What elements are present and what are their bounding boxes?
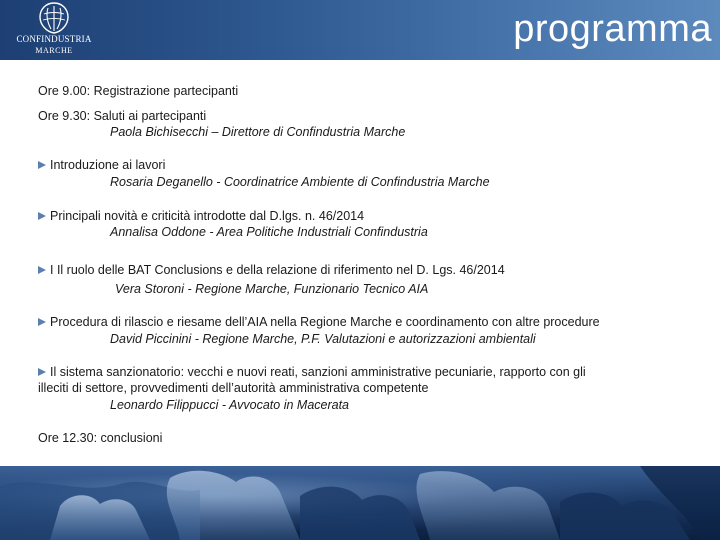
speaker-sanzionatorio: Leonardo Filippucci - Avvocato in Macerata — [110, 398, 350, 412]
speaker-bat-conclusions: Vera Storoni - Regione Marche, Funzionario Tecnico AIA — [115, 282, 429, 296]
talk-procedura-aia — [38, 315, 600, 330]
program-item-conclusions: Ore 12.30: conclusioni — [38, 431, 163, 445]
logo-line1: CONFINDUSTRIA — [16, 34, 92, 44]
logo-text — [14, 34, 94, 56]
program-item-registration: Ore 9.00: Registrazione partecipanti — [38, 84, 239, 98]
talk-sanzionatorio — [38, 365, 586, 380]
talk-title: Introduzione ai lavori — [50, 158, 166, 172]
talk-title-line2: illeciti di settore, provvedimenti dell’autorità amministrativa competente — [38, 381, 429, 395]
speaker-procedura-aia: David Piccinini - Regione Marche, P.F. Valutazioni e autorizzazioni ambientali — [110, 332, 536, 346]
footer-puzzle-image — [0, 466, 720, 540]
talk-novita — [38, 209, 364, 224]
confindustria-logo — [14, 2, 94, 58]
talk-title: Procedura di rilascio e riesame dell’AIA nella Regione Marche e coordinamento con altre procedure — [50, 315, 600, 329]
speaker-greetings: Paola Bichisecchi – Direttore di Confindustria Marche — [110, 125, 406, 139]
triangle-bullet-icon — [38, 368, 46, 376]
talk-title: Principali novità e criticità introdotte dal D.lgs. n. 46/2014 — [50, 209, 365, 223]
speaker-introduction: Rosaria Deganello - Coordinatrice Ambiente di Confindustria Marche — [110, 175, 490, 189]
logo-line2: MARCHE — [35, 46, 73, 55]
triangle-bullet-icon — [38, 266, 46, 274]
talk-introduction — [38, 158, 165, 173]
page-title: programma — [513, 8, 712, 50]
talk-title: I Il ruolo delle BAT Conclusions e della relazione di riferimento nel D. Lgs. 46/2014 — [50, 263, 505, 277]
triangle-bullet-icon — [38, 161, 46, 169]
speaker-novita: Annalisa Oddone - Area Politiche Industriali Confindustria — [110, 225, 428, 239]
triangle-bullet-icon — [38, 318, 46, 326]
triangle-bullet-icon — [38, 212, 46, 220]
talk-bat-conclusions — [38, 263, 505, 278]
header-bar — [0, 0, 720, 60]
puzzle-pieces-image — [0, 466, 720, 540]
program-item-greetings: Ore 9.30: Saluti ai partecipanti — [38, 109, 207, 123]
confindustria-logo-icon — [36, 2, 72, 34]
talk-title-line1: Il sistema sanzionatorio: vecchi e nuovi reati, sanzioni amministrative pecuniarie, rapporto con gli — [50, 365, 586, 379]
